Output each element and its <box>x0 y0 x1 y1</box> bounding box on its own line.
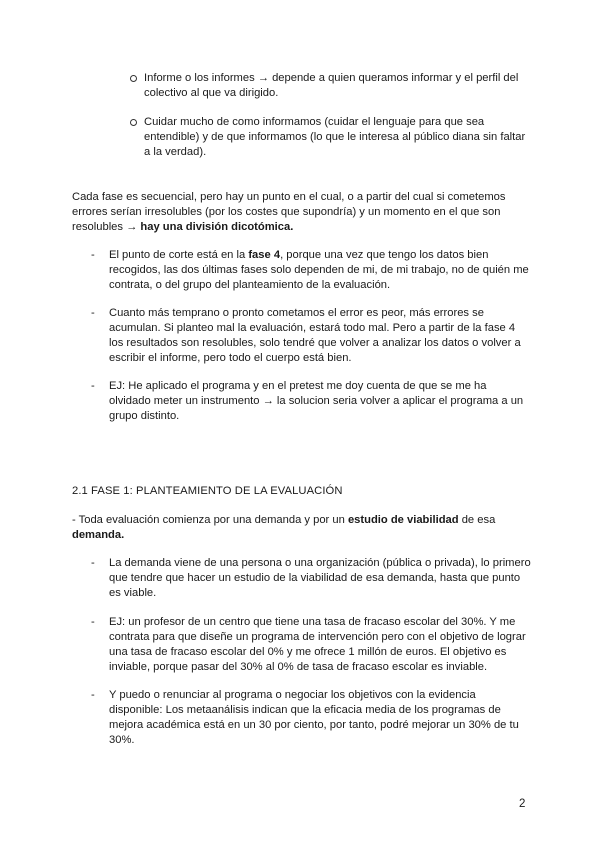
list-item <box>91 306 531 366</box>
page-number: 2 <box>519 798 526 810</box>
list-item-text: EJ: un profesor de un centro que tiene una tasa de fracaso escolar del 30%. Y me contrata para que diseñe un programa de intervención pero con el objetivo de lograr una tasa de fracaso escolar del 0% y me ofrece 1 millón de euros. El objetivo es inviable, porque pasar del 30% al 0% de tasa de fracaso escolar es inviable. <box>109 616 526 673</box>
list-item-text: El punto de corte está en la fase 4, porque una vez que tengo los datos bien recogidos, las dos últimas fases solo dependen de mi, de mi trabajo, no de quién me contrata, o del grupo del planteamiento de la evaluación. <box>109 249 529 291</box>
list-item-text: Y puedo o renunciar al programa o negociar los objetivos con la evidencia disponible: Los metaanálisis indican que la eficacia media de los programas de mejora académica está en un 30 por ciento, por tanto, podré mejorar un 30% de tu 30%. <box>109 689 519 746</box>
circle-bullet-icon <box>130 119 137 126</box>
list-item <box>91 688 531 748</box>
dash-bullet: - <box>91 380 95 392</box>
list-item <box>91 556 531 601</box>
list-item-text: Cuidar mucho de como informamos (cuidar el lenguaje para que sea entendible) y de que informamos (lo que le interesa al público diana sin faltar a la verdad). <box>144 116 526 158</box>
list-item-text: EJ: He aplicado el programa y en el pretest me doy cuenta de que se me ha olvidado meter un instrumento → la solucion seria volver a aplicar el programa a un grupo distinto. <box>109 380 524 422</box>
intro-text: Cada fase es secuencial, pero hay un punto en el cual, o a partir del cual si cometemos errores serían irresolubles (por los costes que supondría) y un momento en el que son resolubles → <box>72 191 506 233</box>
circle-bullet-icon <box>130 75 137 82</box>
list-item <box>130 71 530 101</box>
dash-bullet: - <box>91 689 95 701</box>
dash-bullet: - <box>91 307 95 319</box>
list-item <box>130 115 530 160</box>
dash-bullet: - <box>91 557 95 569</box>
list-item-text: Cuanto más temprano o pronto cometamos el error es peor, más errores se acumulan. Si planteo mal la evaluación, estará todo mal. Pero a partir de la fase 4 los resultados son resolubles, solo tendré que volver a analizar los datos o volver a escribir el informe, pero todo el cuerpo está bien. <box>109 307 521 364</box>
list-item-text: La demanda viene de una persona o una organización (pública o privada), lo primero que tendre que hacer un estudio de la viabilidad de esa demanda, hasta que punto es viable. <box>109 557 531 599</box>
section-heading: 2.1 FASE 1: PLANTEAMIENTO DE LA EVALUACIÓN <box>72 485 343 497</box>
intro-bold-text: hay una división dicotómica. <box>140 221 294 233</box>
list-item <box>91 379 531 424</box>
intro-paragraph <box>72 190 532 235</box>
list-item-text: Informe o los informes → depende a quien queramos informar y el perfil del colectivo al que va dirigido. <box>144 72 519 99</box>
list-item <box>91 615 531 675</box>
dash-bullet: - <box>91 616 95 628</box>
list-item <box>91 248 531 293</box>
lead-paragraph: - Toda evaluación comienza por una demanda y por un estudio de viabilidad de esa demanda. <box>72 514 496 541</box>
dash-bullet: - <box>91 249 95 261</box>
